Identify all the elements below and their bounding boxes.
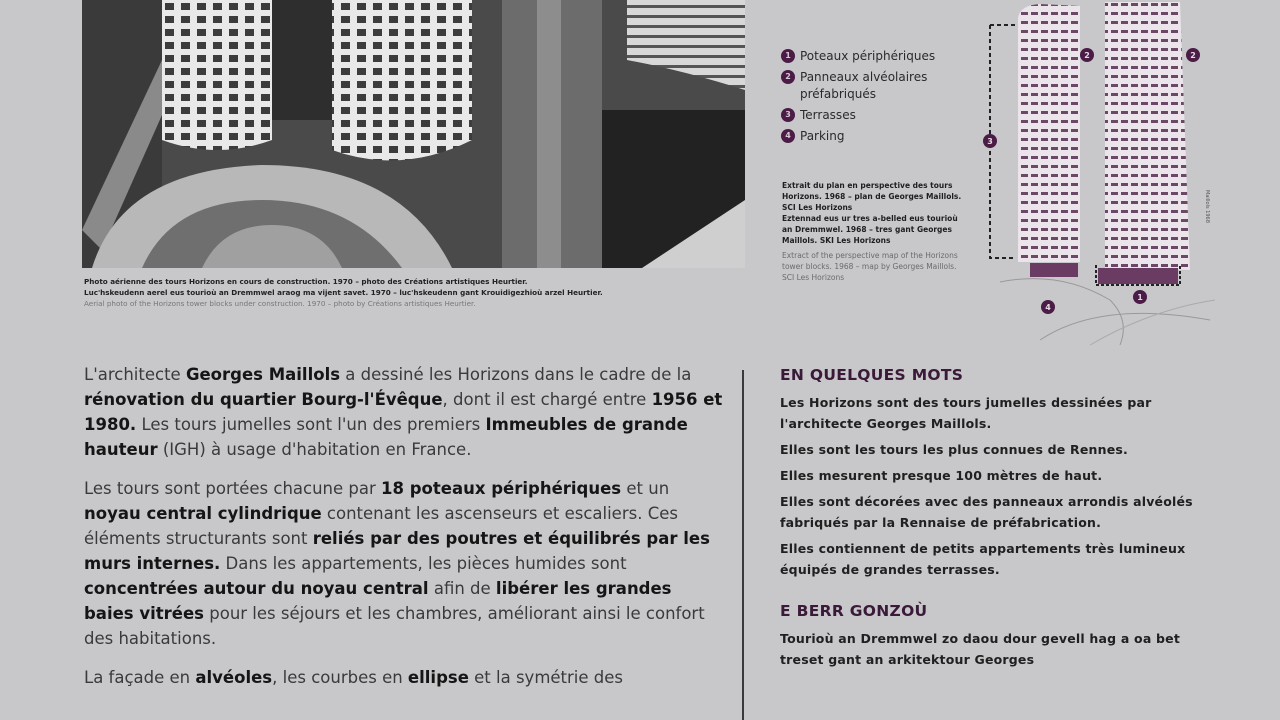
legend-item (781, 128, 971, 145)
svg-text:Maillols 1968: Maillols 1968 (1204, 190, 1210, 223)
svg-text:2: 2 (1190, 51, 1196, 60)
breton-text: Tourioù an Dremmwel zo daou dour gevell hag a oa bet treset gant an arkitektour Georges (780, 631, 1181, 667)
body-text: (IGH) à usage d'habitation en France. (157, 440, 472, 459)
svg-text:4: 4 (1045, 303, 1051, 312)
body-text: , les courbes en (272, 668, 408, 687)
emphasis-text: reliés par des poutres et équilibrés par les murs internes. (84, 529, 710, 573)
legend-item (781, 48, 971, 65)
emphasis-text: rénovation du quartier Bourg-l'Évêque (84, 390, 443, 409)
body-text: Dans les appartements, les pièces humides sont (220, 554, 627, 573)
legend-item (781, 69, 971, 103)
legend-item (781, 107, 971, 124)
caption-breton: Luc'hskeudenn aerel eus tourioù an Dremmwel araog ma vijent savet. 1970 – luc'hskeudenn gant Krouidigezhioù arzel Heurtier. (84, 288, 603, 297)
body-text: a dessiné les Horizons dans le cadre de la (340, 365, 692, 384)
summary-heading-french: EN QUELQUES MOTS (780, 366, 964, 384)
summary-sidebar (780, 366, 1210, 675)
body-text: L'architecte (84, 365, 186, 384)
svg-text:1: 1 (1137, 293, 1143, 302)
legend-label: Panneaux alvéolaires préfabriqués (800, 70, 928, 101)
fact-item: Elles sont décorées avec des panneaux arrondis alvéolés fabriqués par la Rennaise de préfabrication. (780, 494, 1193, 530)
number-badge-icon: 4 (781, 129, 795, 143)
caption-english: Aerial photo of the Horizons tower blocks under construction. 1970 – photo by Créations artistiques Heurtier. (84, 299, 476, 308)
body-text: pour les séjours et les chambres, améliorant ainsi le confort des habitations. (84, 604, 705, 648)
paragraph-3 (84, 665, 724, 690)
emphasis-text: 1956 et 1980. (84, 390, 723, 434)
photo-caption (84, 276, 724, 309)
body-text: Les tours sont portées chacune par (84, 479, 382, 498)
emphasis-text: concentrées autour du noyau central (84, 579, 429, 598)
main-article-text (84, 362, 724, 704)
fact-item: Elles mesurent presque 100 mètres de haut. (780, 468, 1103, 483)
plan-caption-english: Extract of the perspective map of the Horizons tower blocks. 1968 – map by Georges Maillols. SCI Les Horizons (782, 251, 958, 282)
plan-caption-french: Extrait du plan en perspective des tours Horizons. 1968 – plan de Georges Maillols. SCI Les Horizons (782, 181, 962, 212)
legend-label: Parking (800, 129, 845, 143)
legend-label: Terrasses (800, 108, 856, 122)
number-badge-icon: 2 (781, 70, 795, 84)
tower-perspective-drawing (980, 0, 1220, 350)
emphasis-text: ellipse (407, 668, 469, 687)
number-badge-icon: 3 (781, 108, 795, 122)
fact-item: Elles contiennent de petits appartements très lumineux équipés de grandes terrasses. (780, 541, 1186, 577)
emphasis-text: 18 poteaux périphériques (381, 479, 622, 498)
aerial-photo (82, 0, 745, 268)
emphasis-text: libérer les grandes baies vitrées (84, 579, 672, 623)
plan-caption (782, 180, 962, 283)
body-text: Les tours jumelles sont l'un des premiers (136, 415, 486, 434)
svg-text:3: 3 (987, 137, 993, 146)
fact-item: Les Horizons sont des tours jumelles dessinées par l'architecte Georges Maillols. (780, 395, 1152, 431)
emphasis-text: alvéoles (195, 668, 273, 687)
body-text: et la symétrie des (468, 668, 623, 687)
body-text: , dont il est chargé entre (442, 390, 652, 409)
fact-item: Elles sont les tours les plus connues de Rennes. (780, 442, 1128, 457)
caption-french: Photo aérienne des tours Horizons en cours de construction. 1970 – photo des Créations artistiques Heurtier. (84, 277, 528, 286)
emphasis-text: Immeubles de grande hauteur (84, 415, 688, 459)
emphasis-text: noyau central cylindrique (84, 504, 322, 523)
paragraph-2 (84, 476, 724, 651)
svg-text:2: 2 (1084, 51, 1090, 60)
summary-heading-breton: E BERR GONZOÙ (780, 602, 928, 620)
emphasis-text: Georges Maillols (185, 365, 341, 384)
drawing-legend (781, 48, 971, 149)
legend-label: Poteaux périphériques (800, 49, 936, 63)
body-text: contenant les ascenseurs et escaliers. Ces éléments structurants sont (84, 504, 678, 548)
number-badge-icon: 1 (781, 49, 795, 63)
body-text: et un (621, 479, 670, 498)
paragraph-1 (84, 362, 724, 462)
body-text: La façade en (84, 668, 196, 687)
column-divider (742, 370, 744, 720)
plan-caption-breton: Eztennad eus ur tres a-belled eus tourioù an Dremmwel. 1968 – tres gant Georges Maillols. SKI Les Horizons (782, 214, 958, 245)
body-text: afin de (428, 579, 496, 598)
